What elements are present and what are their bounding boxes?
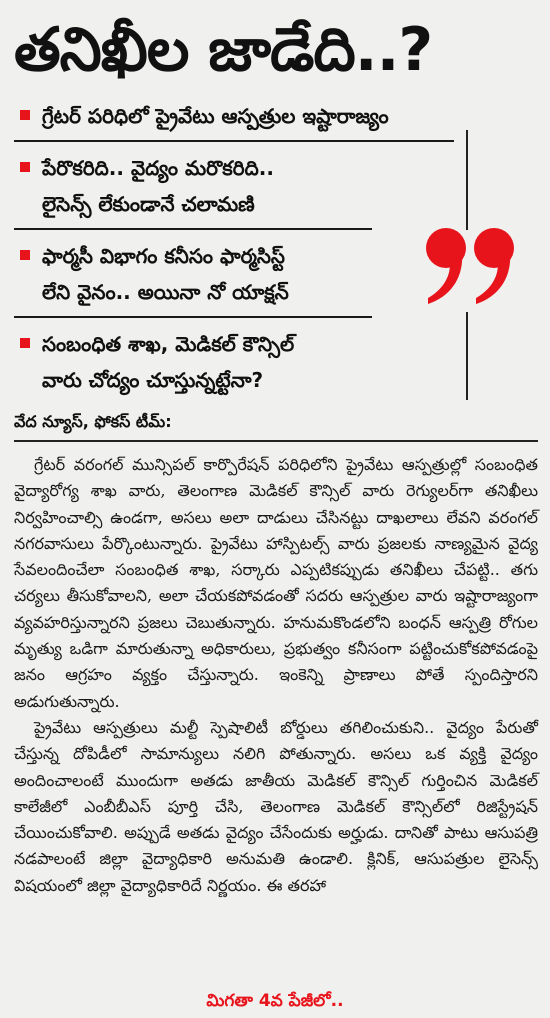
quotation-mark-icon bbox=[424, 226, 520, 310]
quote-divider-line bbox=[466, 130, 468, 230]
bullet-line: సంబంధిత శాఖ, మెడికల్ కౌన్సిల్ bbox=[42, 332, 295, 356]
bullet-item bbox=[14, 326, 372, 404]
bullet-item bbox=[14, 238, 372, 318]
bullet-item bbox=[14, 98, 454, 142]
article-body bbox=[14, 452, 538, 899]
bullet-line: వారు చోద్యం చూస్తున్నట్టేనా? bbox=[42, 368, 264, 392]
continuation-note: మిగతా 4వ పేజీలో.. bbox=[206, 991, 344, 1011]
headline: తనిఖీల జాడేది..? bbox=[14, 15, 433, 85]
bullet-line: ఫార్మసీ విభాగం కనీసం ఫార్మసిస్ట్ bbox=[42, 244, 285, 268]
red-square-bullet-icon bbox=[20, 110, 30, 120]
byline-divider bbox=[14, 440, 538, 442]
article-paragraph: గ్రేటర్ వరంగల్ మున్సిపల్ కార్పొరేషన్ పరిధిలోని ప్రైవేటు ఆస్పత్రుల్లో సంబంధిత వైద్యారోగ్య శాఖ వారు, తెలంగాణ మెడికల్ కౌన్సిల్ వారు రెగ్యులర్‌గా తనిఖీలు నిర్వహించాల్సి ఉండగా, అసలు అలా దాడులు చేసినట్టు దాఖలాలు లేవని వరంగల్ నగరవాసులు పేర్కొంటున్నారు. ప్రైవేటు హాస్పిటల్స్ వారు ప్రజలకు నాణ్యమైన వైద్య సేవలందించేలా సంబంధిత శాఖ, సర్కారు ఎప్పటికప్పుడు తనిఖీలు చేపట్టి.. తగు చర్యలు తీసుకోవాలని, అలా చేయకపోవడంతో సదరు ఆస్పత్రుల వారు ఇష్టారాజ్యంగా వ్యవహరిస్తున్నారని ప్రజలు చెబుతున్నారు. హనుమకొండలోని బంధన్ ఆస్పత్రి రోగుల మృత్యు ఒడిగా మారుతున్నా అధికారులు, ప్రభుత్వం కనీసంగా పట్టించుకోకపోవడంపై జనం ఆగ్రహం వ్యక్తం చేస్తున్నారు. ఇంకెన్ని ప్రాణాలు పోతే స్పందిస్తారని అడుగుతున్నారు. bbox=[14, 455, 538, 711]
byline: వేద న్యూస్, ఫోకస్ టీమ్: bbox=[14, 412, 172, 431]
quote-divider-line bbox=[466, 312, 468, 400]
red-square-bullet-icon bbox=[20, 162, 30, 172]
red-square-bullet-icon bbox=[20, 338, 30, 348]
red-square-bullet-icon bbox=[20, 250, 30, 260]
bullet-list bbox=[14, 98, 454, 412]
article-paragraph: ప్రైవేటు ఆస్పత్రులు మల్టీ స్పెషాలిటీ బోర్డులు తగిలించుకుని.. వైద్యం పేరుతో చేస్తున్న దోపిడీలో సామాన్యులు నలిగి పోతున్నారు. అసలు ఒక వ్యక్తి వైద్యం అందించాలంటే ముందుగా అతడు జాతీయ మెడికల్ కౌన్సిల్ గుర్తించిన మెడికల్ కాలేజీలో ఎంబీబీఎస్ పూర్తి చేసి, తెలంగాణ మెడికల్ కౌన్సిల్‌లో రిజిస్ట్రేషన్ చేయించుకోవాలి. అప్పుడే అతడు వైద్యం చేసేందుకు అర్హుడు. దానితో పాటు ఆసుపత్రి నడపాలంటే జిల్లా వైద్యాధికారి అనుమతి ఉండాలి. క్లినిక్, ఆసుపత్రుల లైసెన్స్ విషయంలో జిల్లా వైద్యాధికారిదే నిర్ణయం. ఈ తరహా bbox=[14, 717, 538, 895]
bullet-line: లేని వైనం.. అయినా నో యాక్షన్ bbox=[42, 280, 289, 304]
bullet-line: లైసెన్స్ లేకుండానే చలామణి bbox=[42, 192, 255, 216]
bullet-item bbox=[14, 150, 372, 230]
bullet-line: గ్రేటర్ పరిధిలో ప్రైవేటు ఆస్పత్రుల ఇష్టారాజ్యం bbox=[42, 104, 389, 128]
bullet-line: పేరొకరిది.. వైద్యం మరొకరిది.. bbox=[42, 156, 274, 180]
